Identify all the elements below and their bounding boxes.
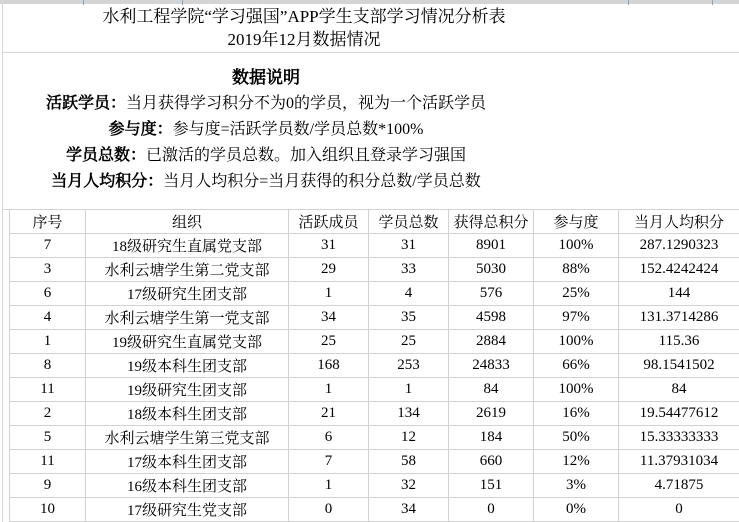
table-cell[interactable]: 34 [289, 306, 369, 330]
table-cell[interactable]: 97% [534, 306, 619, 330]
table-cell[interactable]: 100% [534, 378, 619, 402]
table-cell[interactable]: 11 [10, 450, 86, 474]
table-cell[interactable]: 8 [10, 354, 86, 378]
table-cell[interactable]: 水利云塘学生第三党支部 [86, 426, 289, 450]
table-cell[interactable]: 5 [10, 426, 86, 450]
table-cell[interactable]: 1 [289, 282, 369, 306]
table-cell[interactable]: 88% [534, 258, 619, 282]
table-cell[interactable]: 33 [369, 258, 449, 282]
table-cell[interactable]: 1 [289, 474, 369, 498]
table-cell[interactable]: 11.37931034 [619, 450, 739, 474]
table-cell[interactable]: 11 [10, 378, 86, 402]
table-cell[interactable]: 35 [369, 306, 449, 330]
column-separator-tick [628, 0, 629, 5]
table-cell[interactable]: 7 [10, 234, 86, 258]
table-cell[interactable]: 17级研究生党支部 [86, 498, 289, 522]
table-cell[interactable]: 144 [619, 282, 739, 306]
table-cell[interactable]: 253 [369, 354, 449, 378]
title-line-2: 2019年12月数据情况 [227, 30, 381, 49]
table-cell[interactable]: 168 [289, 354, 369, 378]
table-cell[interactable]: 32 [369, 474, 449, 498]
table-cell[interactable]: 19级本科生团支部 [86, 354, 289, 378]
table-cell[interactable]: 0% [534, 498, 619, 522]
table-cell[interactable]: 25 [369, 330, 449, 354]
table-cell[interactable]: 24833 [449, 354, 534, 378]
table-cell[interactable]: 水利云塘学生第二党支部 [86, 258, 289, 282]
note-text: 当月获得学习积分不为0的学员，视为一个活跃学员 [126, 95, 487, 112]
table-cell[interactable]: 6 [289, 426, 369, 450]
table-cell[interactable]: 184 [449, 426, 534, 450]
note-text: 已激活的学员总数。加入组织且登录学习强国 [146, 147, 467, 164]
notes-cell[interactable] [9, 58, 523, 196]
note-line [9, 92, 523, 116]
table-cell[interactable]: 151 [449, 474, 534, 498]
note-text: 当月人均积分=当月获得的积分总数/学员总数 [163, 173, 481, 190]
note-line [9, 144, 523, 168]
table-cell[interactable]: 287.1290323 [619, 234, 739, 258]
table-cell[interactable]: 34 [369, 498, 449, 522]
note-line [9, 170, 523, 194]
table-cell[interactable]: 100% [534, 234, 619, 258]
table-cell[interactable]: 19.54477612 [619, 402, 739, 426]
table-cell[interactable]: 19级研究生直属党支部 [86, 330, 289, 354]
table-cell[interactable]: 152.4242424 [619, 258, 739, 282]
table-cell[interactable]: 0 [619, 498, 739, 522]
table-cell[interactable]: 84 [619, 378, 739, 402]
table-cell[interactable]: 1 [10, 330, 86, 354]
table-cell[interactable]: 12 [369, 426, 449, 450]
header-cell-index[interactable]: 序号 [10, 210, 86, 234]
table-cell[interactable]: 25% [534, 282, 619, 306]
table-cell[interactable]: 0 [289, 498, 369, 522]
table-cell[interactable]: 18级研究生直属党支部 [86, 234, 289, 258]
table-cell[interactable]: 84 [449, 378, 534, 402]
table-cell[interactable]: 50% [534, 426, 619, 450]
table-cell[interactable]: 31 [289, 234, 369, 258]
table-cell[interactable]: 3% [534, 474, 619, 498]
table-cell[interactable]: 4.71875 [619, 474, 739, 498]
header-cell-total[interactable]: 学员总数 [369, 210, 449, 234]
table-cell[interactable]: 16级本科生团支部 [86, 474, 289, 498]
note-label: 活跃学员： [45, 95, 126, 112]
note-label: 当月人均积分： [51, 173, 164, 190]
gridline-left-edge [2, 0, 3, 522]
table-cell[interactable]: 15.33333333 [619, 426, 739, 450]
table-cell[interactable]: 2884 [449, 330, 534, 354]
table-cell[interactable]: 134 [369, 402, 449, 426]
table-cell[interactable]: 58 [369, 450, 449, 474]
table-cell[interactable]: 水利云塘学生第一党支部 [86, 306, 289, 330]
note-line [9, 118, 523, 142]
table-cell[interactable]: 131.3714286 [619, 306, 739, 330]
header-cell-active[interactable]: 活跃成员 [289, 210, 369, 234]
table-cell[interactable]: 18级本科生团支部 [86, 402, 289, 426]
table-cell[interactable]: 66% [534, 354, 619, 378]
table-cell[interactable]: 4 [369, 282, 449, 306]
gridline-under-title [2, 52, 739, 53]
table-cell[interactable]: 17级研究生团支部 [86, 282, 289, 306]
table-cell[interactable]: 0 [449, 498, 534, 522]
table-cell[interactable]: 29 [289, 258, 369, 282]
table-cell[interactable]: 2 [10, 402, 86, 426]
note-label: 学员总数： [65, 147, 146, 164]
header-cell-organization[interactable]: 组织 [86, 210, 289, 234]
table-cell[interactable]: 31 [369, 234, 449, 258]
table-cell[interactable]: 3 [10, 258, 86, 282]
table-cell[interactable]: 10 [10, 498, 86, 522]
table-cell[interactable]: 25 [289, 330, 369, 354]
table-cell[interactable]: 2619 [449, 402, 534, 426]
table-cell[interactable]: 16% [534, 402, 619, 426]
table-cell[interactable]: 1 [369, 378, 449, 402]
table-cell[interactable]: 115.36 [619, 330, 739, 354]
header-cell-points[interactable]: 获得总积分 [449, 210, 534, 234]
table-cell[interactable]: 5030 [449, 258, 534, 282]
data-table [9, 209, 739, 522]
title-line-1: 水利工程学院“学习强国”APP学生支部学习情况分析表 [102, 7, 506, 26]
title-cell[interactable] [9, 4, 599, 52]
table-cell[interactable]: 19级研究生团支部 [86, 378, 289, 402]
table-cell[interactable]: 4 [10, 306, 86, 330]
table-cell[interactable]: 660 [449, 450, 534, 474]
header-cell-avg-points[interactable]: 当月人均积分 [619, 210, 739, 234]
note-text: 参与度=活跃学员数/学员总数*100% [172, 121, 424, 138]
header-cell-participation[interactable]: 参与度 [534, 210, 619, 234]
notes-heading: 数据说明 [232, 68, 300, 87]
column-separator-tick [712, 0, 713, 5]
table-cell[interactable]: 7 [289, 450, 369, 474]
table-cell[interactable]: 1 [289, 378, 369, 402]
table-cell[interactable]: 100% [534, 330, 619, 354]
table-cell[interactable]: 4598 [449, 306, 534, 330]
note-label: 参与度： [108, 121, 173, 138]
table-cell[interactable]: 21 [289, 402, 369, 426]
table-cell[interactable]: 98.1541502 [619, 354, 739, 378]
table-cell[interactable]: 6 [10, 282, 86, 306]
table-cell[interactable]: 12% [534, 450, 619, 474]
table-cell[interactable]: 576 [449, 282, 534, 306]
table-cell[interactable]: 17级本科生团支部 [86, 450, 289, 474]
table-cell[interactable]: 8901 [449, 234, 534, 258]
table-cell[interactable]: 9 [10, 474, 86, 498]
